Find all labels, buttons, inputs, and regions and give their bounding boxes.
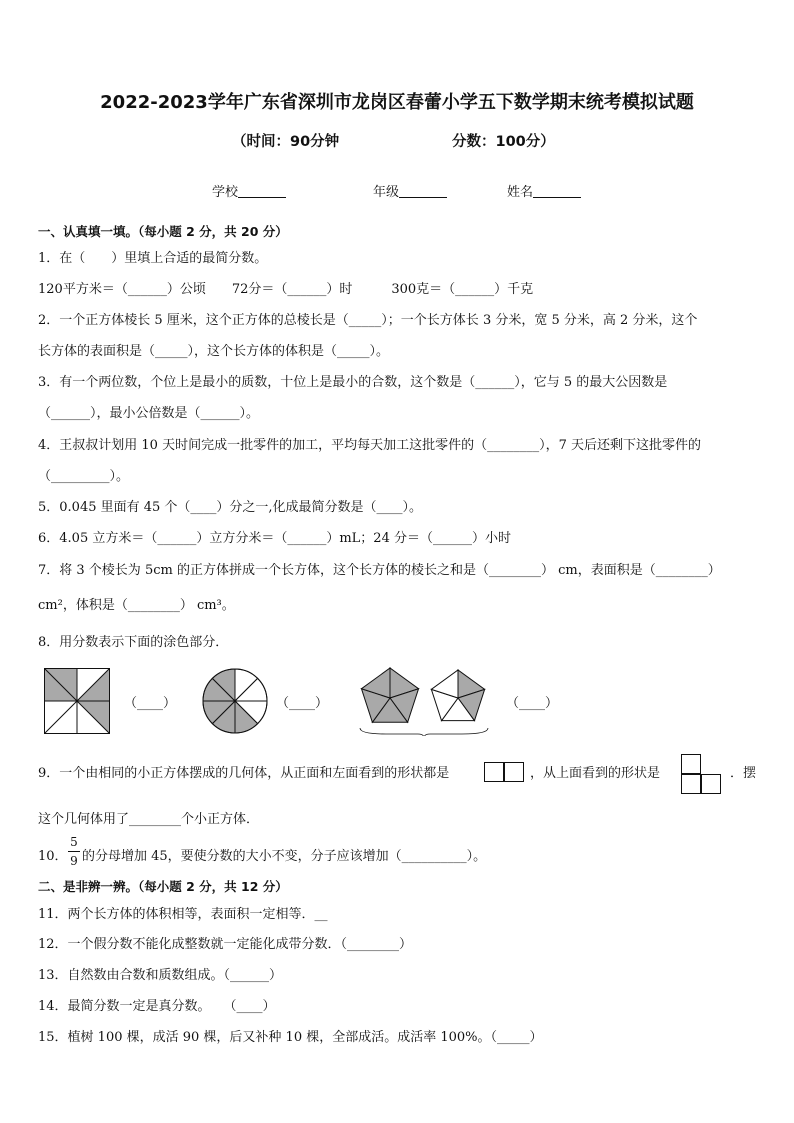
name-field[interactable] <box>507 181 581 200</box>
question-9-suffix: ．摆 <box>730 766 757 781</box>
top-view-shape <box>681 754 721 794</box>
question-3-line-1: 3．有一个两位数，个位上是最小的质数，十位上是最小的合数，这个数是（______），它与 5 的最大公因数是 <box>38 375 668 390</box>
name-blank[interactable] <box>533 183 581 198</box>
question-5: 5．0.045 里面有 45 个（____）分之一,化成最简分数是（____）。 <box>38 500 423 515</box>
question-4-line-1: 4．王叔叔计划用 10 天时间完成一批零件的加工，平均每天加工这批零件的（________），7 天后还剩下这批零件的 <box>38 438 701 453</box>
question-11: 11．两个长方体的体积相等，表面积一定相等．__ <box>38 907 328 922</box>
section-1-heading: 一、认真填一填。（每小题 2 分，共 20 分） <box>38 224 288 239</box>
school-field[interactable] <box>212 181 286 200</box>
question-9-line-2: 这个几何体用了________个小正方体． <box>38 812 260 827</box>
question-1-items: 120平方米＝（______）公顷 72分＝（______）时 300克＝（______）千克 <box>38 282 534 297</box>
circle-fraction-figure <box>202 668 268 734</box>
school-label: 学校 <box>212 185 239 200</box>
question-14: 14．最简分数一定是真分数。 （____） <box>38 999 276 1014</box>
grade-field[interactable] <box>373 181 447 200</box>
question-12: 12．一个假分数不能化成整数就一定能化成带分数．（________） <box>38 937 413 952</box>
figure-2-answer-blank[interactable]: （____） <box>276 696 329 711</box>
grade-blank[interactable] <box>399 183 447 198</box>
square-fraction-figure <box>44 668 110 734</box>
question-8: 8．用分数表示下面的涂色部分． <box>38 635 229 650</box>
school-blank[interactable] <box>238 183 286 198</box>
question-7-line-1: 7．将 3 个棱长为 5cm 的正方体拼成一个长方体，这个长方体的棱长之和是（________） cm，表面积是（________） <box>38 563 721 578</box>
fraction-numerator: 5 <box>70 835 78 849</box>
name-label: 姓名 <box>507 185 534 200</box>
section-2-heading: 二、是非辨一辨。（每小题 2 分，共 12 分） <box>38 879 288 894</box>
time-limit: （时间：90分钟 <box>232 134 340 150</box>
question-15: 15．植树 100 棵，成活 90 棵，后又补种 10 棵，全部成活。成活率 100%。（_____） <box>38 1030 543 1045</box>
question-4-line-2: （_________）。 <box>38 469 130 484</box>
question-7-line-2: cm²，体积是（________） cm³。 <box>38 598 235 613</box>
fraction-five-ninths <box>68 835 80 868</box>
question-10-text: 的分母增加 45，要使分数的大小不变，分子应该增加（__________）。 <box>82 849 487 864</box>
question-9-prefix: 9．一个由相同的小正方体摆成的几何体，从正面和左面看到的形状都是 <box>38 766 450 781</box>
figure-3-answer-blank[interactable]: （____） <box>506 696 559 711</box>
fraction-denominator: 9 <box>70 854 78 868</box>
question-10-number: 10． <box>38 849 68 864</box>
question-3-line-2: （______），最小公倍数是（______）。 <box>38 406 260 421</box>
front-view-shape <box>484 762 524 782</box>
question-13: 13．自然数由合数和质数组成。（______） <box>38 968 283 983</box>
question-1: 1．在（ ）里填上合适的最简分数。 <box>38 251 268 266</box>
grade-label: 年级 <box>373 185 400 200</box>
question-2-line-2: 长方体的表面积是（_____），这个长方体的体积是（_____）。 <box>38 344 390 359</box>
exam-title: 2022-2023学年广东省深圳市龙岗区春蕾小学五下数学期末统考模拟试题 <box>100 92 694 113</box>
question-9-middle: ，从上面看到的形状是 <box>530 766 661 781</box>
question-6: 6．4.05 立方米＝（______）立方分米＝（______）mL；24 分＝（______）小时 <box>38 531 511 546</box>
figure-1-answer-blank[interactable]: （____） <box>124 696 177 711</box>
pentagon-fraction-figure <box>356 664 492 736</box>
total-score: 分数：100分） <box>452 134 555 150</box>
question-2-line-1: 2．一个正方体棱长 5 厘米，这个正方体的总棱长是（_____）；一个长方体长 3 分米，宽 5 分米，高 2 分米，这个 <box>38 313 698 328</box>
